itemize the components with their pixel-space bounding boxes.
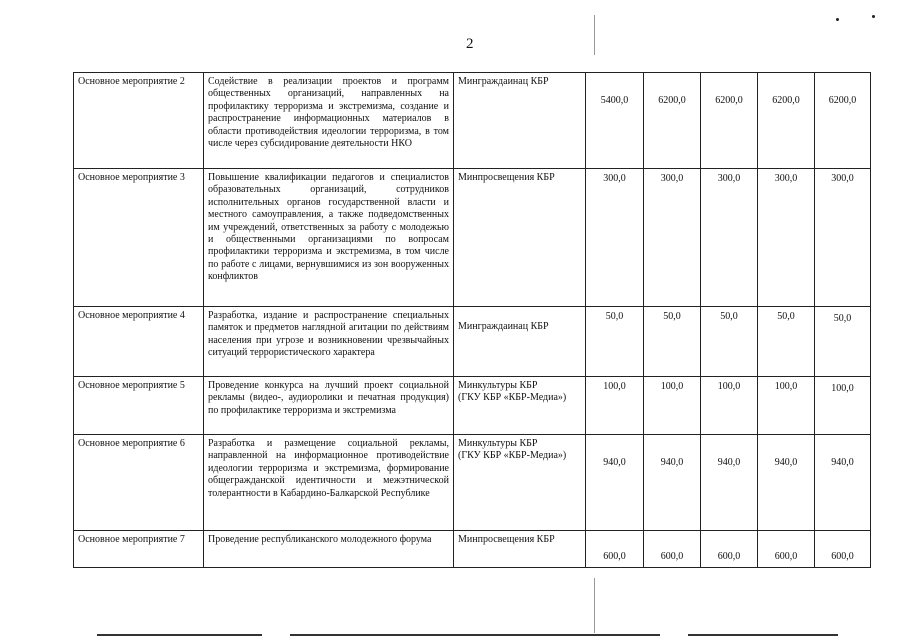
activity-description: Проведение конкурса на лучший проект социальной рекламы (видео-, аудиоролики и печатная продукция) по профилактике терроризма и экстремизма xyxy=(204,377,454,435)
scan-speck xyxy=(836,18,839,21)
funding-value: 300,0 xyxy=(815,169,871,307)
funding-value: 50,0 xyxy=(701,307,758,377)
activity-executor: Минграждаинац КБР xyxy=(454,73,586,169)
page-number: 2 xyxy=(466,36,474,52)
activity-executor: Минкультуры КБР (ГКУ КБР «КБР-Медиа») xyxy=(454,435,586,531)
funding-value: 300,0 xyxy=(701,169,758,307)
activity-name: Основное мероприятие 3 xyxy=(74,169,204,307)
activity-description: Разработка, издание и распространение специальных памяток и предметов наглядной агитации по действиям населения при угрозе и возникновении чрезвычайных ситуаций террористического характера xyxy=(204,307,454,377)
funding-value: 940,0 xyxy=(758,435,815,531)
scan-margin-line xyxy=(594,578,595,633)
activity-name: Основное мероприятие 5 xyxy=(74,377,204,435)
table-row xyxy=(74,169,871,307)
funding-value: 6200,0 xyxy=(815,73,871,169)
funding-value: 100,0 xyxy=(586,377,644,435)
scan-speck xyxy=(872,15,875,18)
funding-value: 300,0 xyxy=(758,169,815,307)
funding-value: 600,0 xyxy=(586,531,644,568)
activity-executor: Минкультуры КБР (ГКУ КБР «КБР-Медиа») xyxy=(454,377,586,435)
funding-value: 100,0 xyxy=(644,377,701,435)
scan-margin-line xyxy=(594,15,595,55)
activities-table xyxy=(73,72,871,568)
table-row xyxy=(74,307,871,377)
table-row xyxy=(74,377,871,435)
scan-bottom-edge xyxy=(290,634,660,636)
funding-value: 600,0 xyxy=(644,531,701,568)
funding-value: 50,0 xyxy=(758,307,815,377)
funding-value: 940,0 xyxy=(701,435,758,531)
funding-value: 50,0 xyxy=(815,307,871,377)
funding-value: 300,0 xyxy=(644,169,701,307)
funding-value: 6200,0 xyxy=(758,73,815,169)
activity-description: Разработка и размещение социальной рекламы, направленной на информационное противодействие идеологии терроризма и экстремизма, формирование общегражданской идентичности и межэтнической толерантности в Кабардино-Балкарской Республике xyxy=(204,435,454,531)
funding-value: 6200,0 xyxy=(701,73,758,169)
funding-value: 50,0 xyxy=(586,307,644,377)
activity-name: Основное мероприятие 7 xyxy=(74,531,204,568)
table-row xyxy=(74,531,871,568)
funding-value: 100,0 xyxy=(815,377,871,435)
table-row xyxy=(74,73,871,169)
activity-name: Основное мероприятие 4 xyxy=(74,307,204,377)
funding-value: 600,0 xyxy=(815,531,871,568)
activity-executor: Минграждаинац КБР xyxy=(454,307,586,377)
activity-name: Основное мероприятие 2 xyxy=(74,73,204,169)
scan-bottom-edge xyxy=(688,634,838,636)
funding-value: 6200,0 xyxy=(644,73,701,169)
funding-value: 940,0 xyxy=(815,435,871,531)
funding-value: 300,0 xyxy=(586,169,644,307)
funding-value: 940,0 xyxy=(586,435,644,531)
activity-executor: Минпросвещения КБР xyxy=(454,169,586,307)
funding-value: 600,0 xyxy=(701,531,758,568)
activity-description: Проведение республиканского молодежного форума xyxy=(204,531,454,568)
activity-description: Содействие в реализации проектов и программ общественных организаций, направленных на профилактику терроризма и экстремизма, создание и распространение информационных материалов в области противодействия идеологии терроризма, в том числе через субсидирование деятельности НКО xyxy=(204,73,454,169)
table-row xyxy=(74,435,871,531)
activity-description: Повышение квалификации педагогов и специалистов образовательных организаций, сотрудников исполнительных органов государственной власти и местного самоуправления, а также подведомственных им учреждений, ответственных за работу с молодежью и общественными организациями по вопросам профилактики терроризма и экстремизма, в том числе по работе с лицами, вернувшимися из зон вооруженных конфликтов xyxy=(204,169,454,307)
activity-executor: Минпросвещения КБР xyxy=(454,531,586,568)
funding-value: 100,0 xyxy=(701,377,758,435)
funding-value: 50,0 xyxy=(644,307,701,377)
funding-value: 5400,0 xyxy=(586,73,644,169)
activity-name: Основное мероприятие 6 xyxy=(74,435,204,531)
funding-value: 940,0 xyxy=(644,435,701,531)
funding-value: 100,0 xyxy=(758,377,815,435)
funding-value: 600,0 xyxy=(758,531,815,568)
scan-bottom-edge xyxy=(97,634,262,636)
